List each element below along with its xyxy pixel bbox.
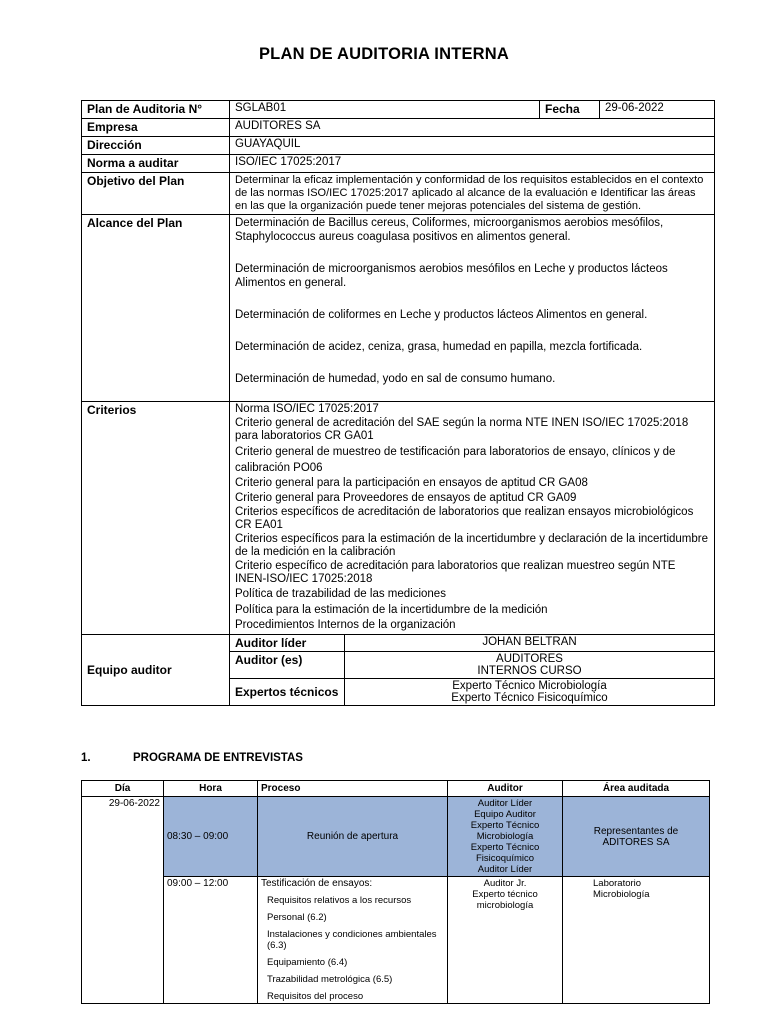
section-heading [81, 752, 303, 764]
norma-label: Norma a auditar [82, 155, 230, 173]
alcance-item: Determinación de Bacillus cereus, Coliformes, microorganismos aerobios mesófilos, Staphylococcus aureus coagulasa positivos en alimentos general. [235, 217, 664, 243]
objetivo-value: Determinar la eficaz implementación y conformidad de los requisitos establecidos en el contexto de las normas ISO/IEC 17025:2017 aplicado al alcance de la evaluación e Identificar las áreas en las que la organización puede tener mejoras potenciales del sistema de gestión. [230, 173, 715, 215]
row2-area [563, 877, 710, 1004]
auditor-line: Microbiología [476, 831, 534, 842]
proceso-item: Personal (6.2) [267, 912, 327, 923]
empresa-label: Empresa [82, 119, 230, 137]
fecha-value: 29-06-2022 [600, 101, 715, 119]
header-auditor: Auditor [448, 781, 563, 797]
alcance-list [230, 215, 715, 402]
criterio-item: Criterio específico de acreditación para laboratorios que realizan muestreo según NTE INEN-ISO/IEC 17025:2018 [235, 559, 676, 585]
auditor-line: Experto Técnico [470, 842, 540, 853]
area-line: Microbiología [593, 889, 650, 900]
proceso-item: Equipamiento (6.4) [267, 957, 348, 968]
auditor-line: Experto Técnico [470, 820, 540, 831]
row1-area [563, 797, 710, 877]
alcance-item: Determinación de humedad, yodo en sal de consumo humano. [235, 373, 556, 385]
alcance-item: Determinación de acidez, ceniza, grasa, humedad en papilla, mezcla fortificada. [235, 341, 643, 353]
header-hora: Hora [164, 781, 258, 797]
row1-auditor [448, 797, 563, 877]
criterio-item: Criterio general para Proveedores de ensayos de aptitud CR GA09 [235, 491, 577, 504]
equipo-auditor-label: Equipo auditor [82, 634, 230, 705]
auditor-line: Equipo Auditor [474, 809, 536, 820]
row-dia: 29-06-2022 [82, 797, 164, 1004]
auditor-line: Experto técnico [472, 889, 538, 900]
auditor-line: Auditor Líder [477, 798, 533, 809]
criterio-item: Criterio general para la participación en ensayos de aptitud CR GA08 [235, 476, 588, 489]
direccion-value: GUAYAQUIL [230, 137, 715, 155]
proceso-item: Requisitos del proceso [267, 991, 364, 1002]
area-line: Representantes de [593, 825, 679, 837]
expertos-label: Expertos técnicos [230, 678, 345, 705]
auditores-label: Auditor (es) [230, 651, 345, 678]
criterio-item: Política de trazabilidad de las mediciones [235, 587, 446, 600]
expertos-value [345, 678, 715, 705]
header-dia: Día [82, 781, 164, 797]
fecha-label: Fecha [540, 101, 600, 119]
row2-auditor [448, 877, 563, 1004]
auditor-line: microbiología [476, 900, 534, 911]
section-title: PROGRAMA DE ENTREVISTAS [133, 752, 303, 764]
criterio-item: Criterio general de muestreo de testificación para laboratorios de ensayo, clínicos y de calibración PO06 [235, 445, 676, 474]
programa-table [81, 780, 710, 1004]
expertos-line: Experto Técnico Fisicoquímico [451, 691, 608, 704]
proceso-item: Requisitos relativos a los recursos [267, 895, 412, 906]
direccion-label: Dirección [82, 137, 230, 155]
plan-number-label: Plan de Auditoria N° [82, 101, 230, 119]
area-line: Laboratorio [593, 878, 642, 889]
criterios-list [230, 402, 715, 635]
section-number: 1. [81, 752, 91, 764]
alcance-item: Determinación de microorganismos aerobios mesófilos en Leche y productos lácteos Alimentos en general. [235, 263, 668, 289]
alcance-item: Determinación de coliformes en Leche y productos lácteos Alimentos en general. [235, 309, 648, 321]
norma-value: ISO/IEC 17025:2017 [230, 155, 715, 173]
area-line: ADITORES SA [602, 836, 670, 848]
empresa-value: AUDITORES SA [230, 119, 715, 137]
criterio-item: Norma ISO/IEC 17025:2017 [235, 403, 379, 415]
auditor-line: Auditor Jr. [483, 878, 527, 889]
criterio-item: Criterios específicos para la estimación de la incertidumbre y declaración de la incertidumbre de la medición en la calibración [235, 532, 708, 558]
audit-plan-table [81, 100, 715, 706]
header-area: Área auditada [563, 781, 710, 797]
header-proceso: Proceso [258, 781, 448, 797]
objetivo-label: Objetivo del Plan [82, 173, 230, 215]
proceso-item: Instalaciones y condiciones ambientales (6.3) [267, 929, 437, 951]
proceso-title: Testificación de ensayos: [261, 878, 373, 889]
criterio-item: Criterio general de acreditación del SAE según la norma NTE INEN ISO/IEC 17025:2018 para laboratorios CR GA01 [235, 416, 689, 442]
row1-hora: 08:30 – 09:00 [164, 797, 258, 877]
criterios-label: Criterios [82, 402, 230, 635]
criterio-item: Criterios específicos de acreditación de laboratorios que realizan ensayos microbiológicos CR EA01 [235, 505, 694, 531]
row2-proceso [258, 877, 448, 1004]
auditores-line: AUDITORES [496, 652, 563, 665]
plan-number-value: SGLAB01 [230, 101, 540, 119]
auditor-line: Fisicoquímico [475, 853, 535, 864]
row1-proceso: Reunión de apertura [258, 797, 448, 877]
auditor-lider-label: Auditor líder [230, 634, 345, 651]
proceso-item: Trazabilidad metrológica (6.5) [267, 974, 393, 985]
auditores-value [345, 651, 715, 678]
auditor-lider-value: JOHAN BELTRAN [345, 634, 715, 651]
auditor-line: Auditor Líder [477, 864, 533, 875]
row2-hora: 09:00 – 12:00 [164, 877, 258, 1004]
criterio-item: Procedimientos Internos de la organización [235, 618, 456, 631]
auditores-line: INTERNOS CURSO [477, 664, 582, 677]
page-title: PLAN DE AUDITORIA INTERNA [258, 45, 510, 63]
criterio-item: Política para la estimación de la incertidumbre de la medición [235, 603, 548, 616]
expertos-line: Experto Técnico Microbiología [452, 679, 607, 692]
alcance-label: Alcance del Plan [82, 215, 230, 402]
